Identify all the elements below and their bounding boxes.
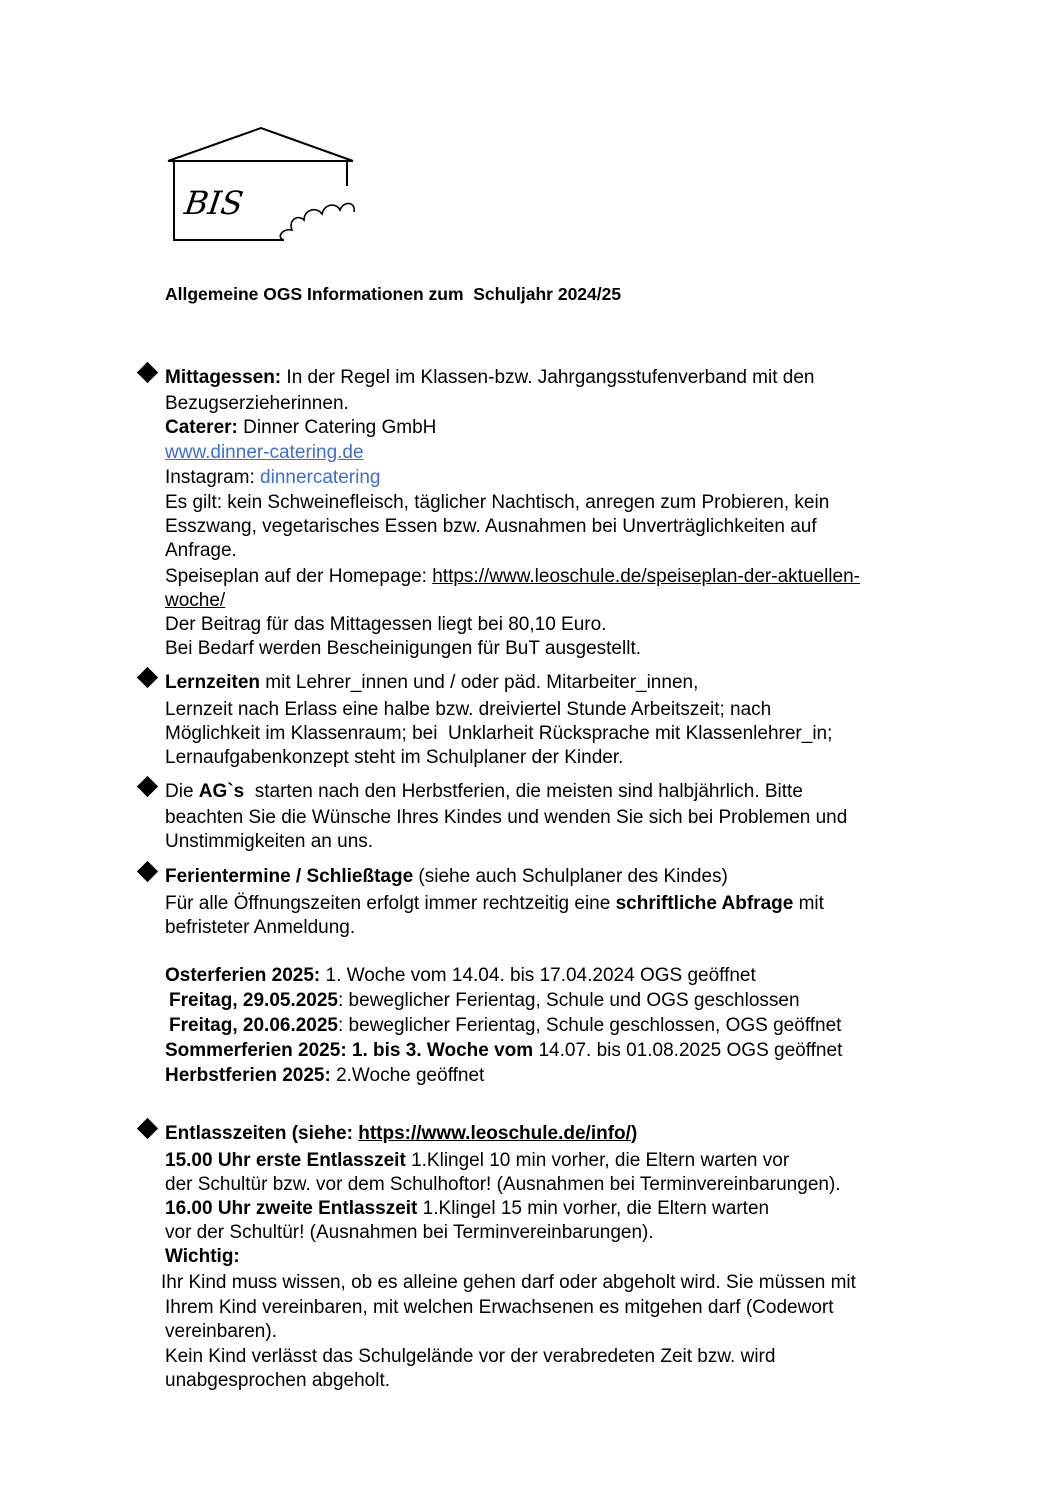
caterer-label: Caterer: <box>165 417 238 438</box>
entlass-heading <box>165 1122 637 1146</box>
menu-link-cont[interactable]: woche/ <box>165 590 226 611</box>
entlass-second-line2: vor der Schultür! (Ausnahmen bei Terminvereinbarungen). <box>165 1222 654 1243</box>
ferien-line2-c: mit <box>793 893 824 914</box>
date-row <box>165 1039 842 1063</box>
bullet-diamond-icon <box>137 776 158 797</box>
menu-label: Speiseplan auf der Homepage: <box>165 566 433 587</box>
ferien-line3: befristeter Anmeldung. <box>165 917 356 938</box>
fee-line: Der Beitrag für das Mittagessen liegt bei 80,10 Euro. <box>165 614 607 635</box>
date-text: : beweglicher Ferientag, Schule und OGS geschlossen <box>338 990 800 1011</box>
menu-link[interactable]: https://www.leoschule.de/speiseplan-der-aktuellen- <box>432 566 860 587</box>
bullet-diamond-icon <box>137 1118 158 1139</box>
ferien-heading: Ferientermine / Schließtage <box>165 866 414 887</box>
ags-line2: beachten Sie die Wünsche Ihres Kindes und wenden Sie sich bei Problemen und <box>165 807 848 828</box>
date-label: Herbstferien 2025: <box>165 1065 331 1086</box>
lernzeiten-heading: Lernzeiten <box>165 672 261 693</box>
date-row <box>165 1064 484 1088</box>
second-entlass-label: 16.00 Uhr zweite Entlasszeit <box>165 1198 418 1219</box>
ags-text: starten nach den Herbstferien, die meisten sind halbjährlich. Bitte <box>244 781 803 802</box>
bullet-diamond-icon <box>137 861 158 882</box>
date-text: 14.07. bis 01.08.2025 OGS geöffnet <box>533 1040 843 1061</box>
date-label: Sommerferien 2025: 1. bis 3. Woche vom <box>165 1040 534 1061</box>
instagram-link[interactable]: dinnercatering <box>260 467 381 488</box>
entlass-heading-text: Entlasszeiten (siehe: <box>165 1123 359 1144</box>
ferien-line2-a: Für alle Öffnungszeiten erfolgt immer rechtzeitig eine <box>165 893 616 914</box>
lernzeiten-line1 <box>165 671 698 695</box>
instagram-line <box>165 466 380 490</box>
lernzeiten-line4: Lernaufgabenkonzept steht im Schulplaner der Kinder. <box>165 747 624 768</box>
mittagessen-heading: Mittagessen: <box>165 367 282 388</box>
bullet-diamond-icon <box>137 667 158 688</box>
ags-line3: Unstimmigkeiten an uns. <box>165 831 374 852</box>
lernzeiten-line3: Möglichkeit im Klassenraum; bei Unklarheit Rücksprache mit Klassenlehrer_in; <box>165 723 833 744</box>
instagram-label: Instagram: <box>165 467 261 488</box>
bis-logo <box>164 124 360 246</box>
lernzeiten-text: mit Lehrer_innen und / oder päd. Mitarbeiter_innen, <box>260 672 699 693</box>
entlass-second-line1 <box>165 1197 769 1221</box>
but-line: Bei Bedarf werden Bescheinigungen für BuT ausgestellt. <box>165 638 642 659</box>
menu-line2 <box>165 589 225 613</box>
mittagessen-text: In der Regel im Klassen-bzw. Jahrgangsstufenverband mit den <box>281 367 815 388</box>
menu-line1 <box>165 565 860 589</box>
ferien-line2 <box>165 892 824 916</box>
rules-line1: Es gilt: kein Schweinefleisch, täglicher Nachtisch, anregen zum Probieren, kein <box>165 492 830 513</box>
logo-text: BIS <box>182 184 246 222</box>
first-entlass-text: 1.Klingel 10 min vorher, die Eltern warten vor <box>405 1150 790 1171</box>
second-entlass-text: 1.Klingel 15 min vorher, die Eltern warten <box>417 1198 770 1219</box>
caterer-website-line <box>165 441 364 465</box>
date-text: 2.Woche geöffnet <box>330 1065 485 1086</box>
first-entlass-label: 15.00 Uhr erste Entlasszeit <box>165 1150 406 1171</box>
wichtig-line2: Ihrem Kind vereinbaren, mit welchen Erwachsenen es mitgehen darf (Codewort <box>165 1297 834 1318</box>
date-row <box>169 1014 841 1038</box>
wichtig-line4: Kein Kind verlässt das Schulgelände vor der verabredeten Zeit bzw. wird <box>165 1346 776 1367</box>
entlass-first-line1 <box>165 1149 789 1173</box>
entlass-info-link[interactable]: https://www.leoschule.de/info/ <box>358 1123 631 1144</box>
date-label: Freitag, 29.05.2025 <box>169 990 338 1011</box>
rules-line3: Anfrage. <box>165 540 237 561</box>
ferien-line2-b: schriftliche Abfrage <box>615 893 794 914</box>
date-text: : beweglicher Ferientag, Schule geschlossen, OGS geöffnet <box>338 1015 842 1036</box>
entlass-first-line2: der Schultür bzw. vor dem Schulhoftor! (Ausnahmen bei Terminvereinbarungen). <box>165 1174 841 1195</box>
date-row <box>165 964 756 988</box>
ags-line1 <box>165 780 803 804</box>
ags-heading: AG`s <box>198 781 245 802</box>
date-row <box>169 989 800 1013</box>
rules-line2: Esszwang, vegetarisches Essen bzw. Ausnahmen bei Unverträglichkeiten auf <box>165 516 817 537</box>
mittagessen-line2: Bezugserzieherinnen. <box>165 393 349 414</box>
wichtig-line5: unabgesprochen abgeholt. <box>165 1370 391 1391</box>
wichtig-line3: vereinbaren). <box>165 1321 277 1342</box>
ferien-text: (siehe auch Schulplaner des Kindes) <box>413 866 728 887</box>
entlass-heading-close: ) <box>630 1123 638 1144</box>
bullet-diamond-icon <box>137 362 158 383</box>
page-title: Allgemeine OGS Informationen zum Schuljahr 2024/25 <box>165 284 622 304</box>
lernzeiten-line2: Lernzeit nach Erlass eine halbe bzw. dreiviertel Stunde Arbeitszeit; nach <box>165 699 772 720</box>
date-text: 1. Woche vom 14.04. bis 17.04.2024 OGS geöffnet <box>320 965 756 986</box>
date-label: Freitag, 20.06.2025 <box>169 1015 338 1036</box>
caterer-line <box>165 416 436 440</box>
ags-prefix: Die <box>165 781 199 802</box>
date-label: Osterferien 2025: <box>165 965 321 986</box>
ferien-line1 <box>165 865 728 889</box>
wichtig-line1: Ihr Kind muss wissen, ob es alleine gehen darf oder abgeholt wird. Sie müssen mit <box>161 1272 856 1293</box>
mittagessen-line1 <box>165 366 815 390</box>
wichtig-label: Wichtig: <box>165 1246 240 1267</box>
caterer-value: Dinner Catering GmbH <box>237 417 437 438</box>
caterer-website-link[interactable]: www.dinner-catering.de <box>165 442 364 463</box>
